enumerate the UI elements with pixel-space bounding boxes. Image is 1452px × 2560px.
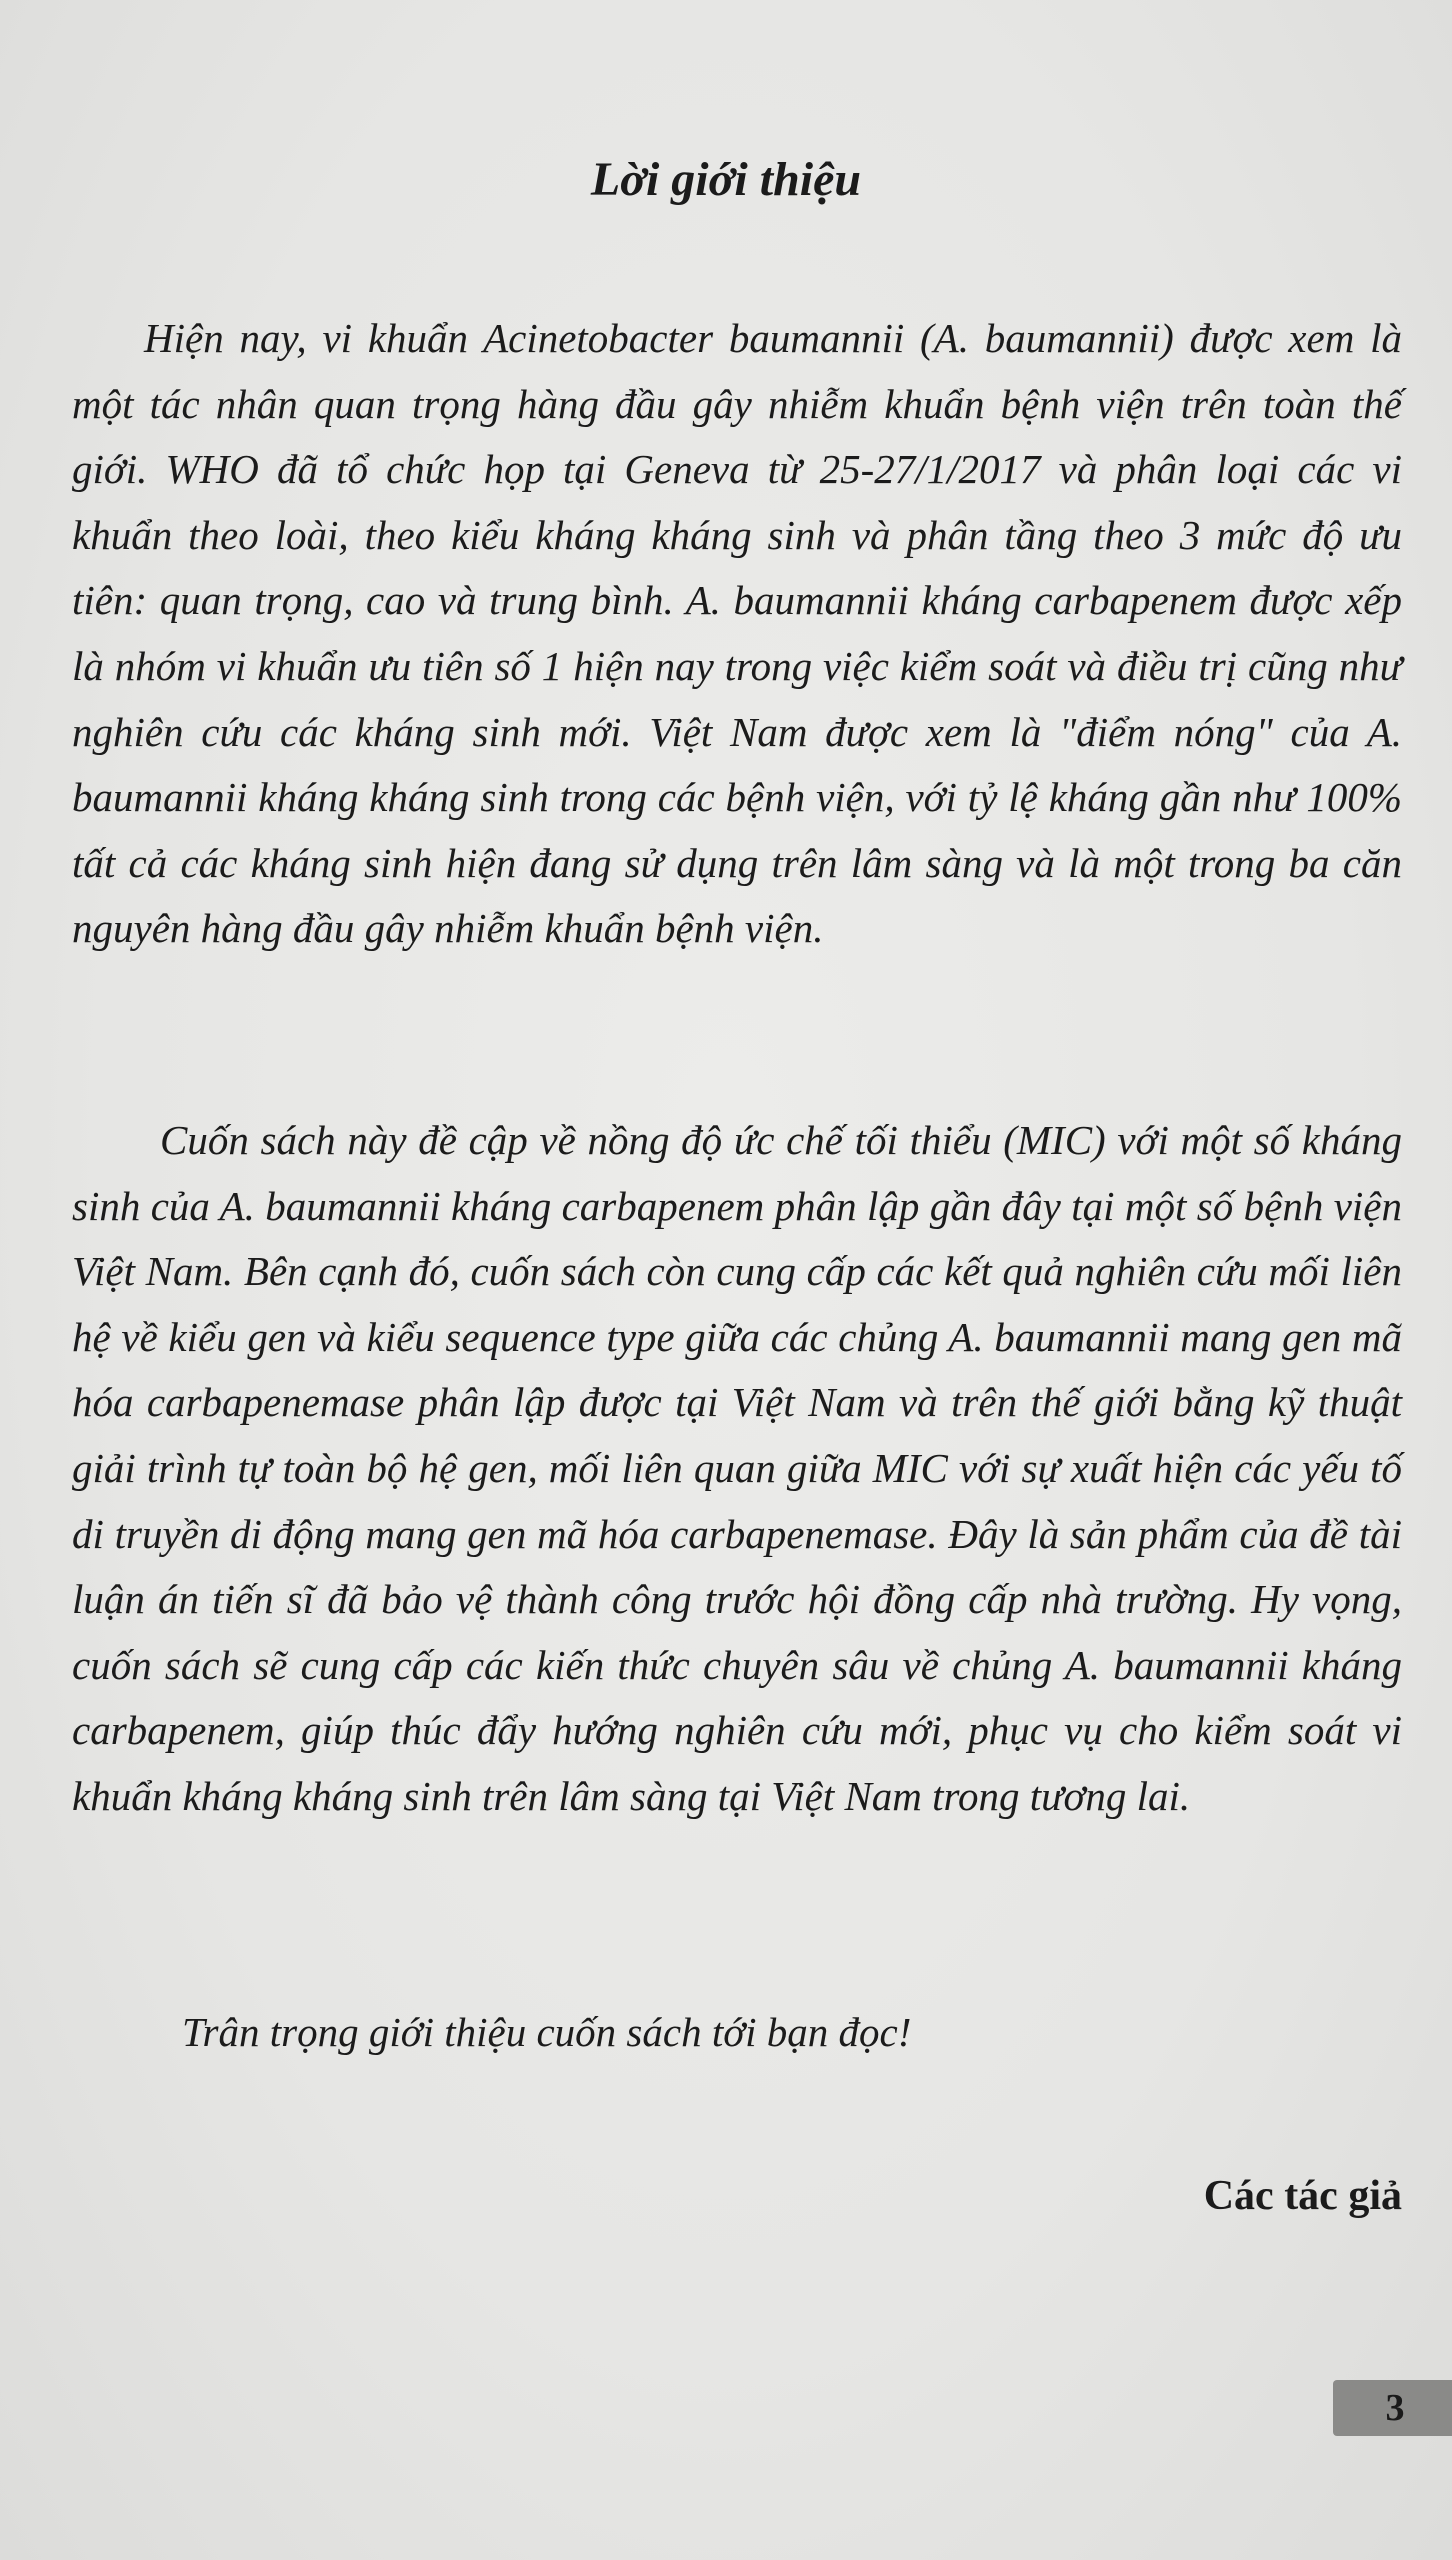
page-number: 3 (1385, 2387, 1405, 2429)
intro-paragraph-2: Cuốn sách này đề cập về nồng độ ức chế tối thiểu (MIC) với một số kháng sinh của A. baumannii kháng carbapenem phân lập gần đây tại một số bệnh viện Việt Nam. Bên cạnh đó, cuốn sách còn cung cấp các kết quả nghiên cứu mối liên hệ về kiểu gen và kiểu sequence type giữa các chủng A. baumannii mang gen mã hóa carbapenemase phân lập được tại Việt Nam và trên thế giới bằng kỹ thuật giải trình tự toàn bộ hệ gen, mối liên quan giữa MIC với sự xuất hiện các yếu tố di truyền di động mang gen mã hóa carbapenemase. Đây là sản phẩm của đề tài luận án tiến sĩ đã bảo vệ thành công trước hội đồng cấp nhà trường. Hy vọng, cuốn sách sẽ cung cấp các kiến thức chuyên sâu về chủng A. baumannii kháng carbapenem, giúp thúc đẩy hướng nghiên cứu mới, phục vụ cho kiểm soát vi khuẩn kháng kháng sinh trên lâm sàng tại Việt Nam trong tương lai. (72, 1117, 1402, 1819)
author-signature: Các tác giả (1203, 2173, 1402, 2219)
intro-paragraph-1: Hiện nay, vi khuẩn Acinetobacter baumannii (A. baumannii) được xem là một tác nhân quan trọng hàng đầu gây nhiễm khuẩn bệnh viện trên toàn thế giới. WHO đã tổ chức họp tại Geneva từ 25-27/1/2017 và phân loại các vi khuẩn theo loài, theo kiểu kháng kháng sinh và phân tầng theo 3 mức độ ưu tiên: quan trọng, cao và trung bình. A. baumannii kháng carbapenem được xếp là nhóm vi khuẩn ưu tiên số 1 hiện nay trong việc kiểm soát và điều trị cũng như nghiên cứu các kháng sinh mới. Việt Nam được xem là "điểm nóng" của A. baumannii kháng kháng sinh trong các bệnh viện, với tỷ lệ kháng gần như 100% tất cả các kháng sinh hiện đang sử dụng trên lâm sàng và là một trong ba căn nguyên hàng đầu gây nhiễm khuẩn bệnh viện. (72, 315, 1402, 952)
page-title: Lời giới thiệu (590, 153, 862, 206)
closing-line: Trân trọng giới thiệu cuốn sách tới bạn đọc! (182, 2009, 912, 2055)
